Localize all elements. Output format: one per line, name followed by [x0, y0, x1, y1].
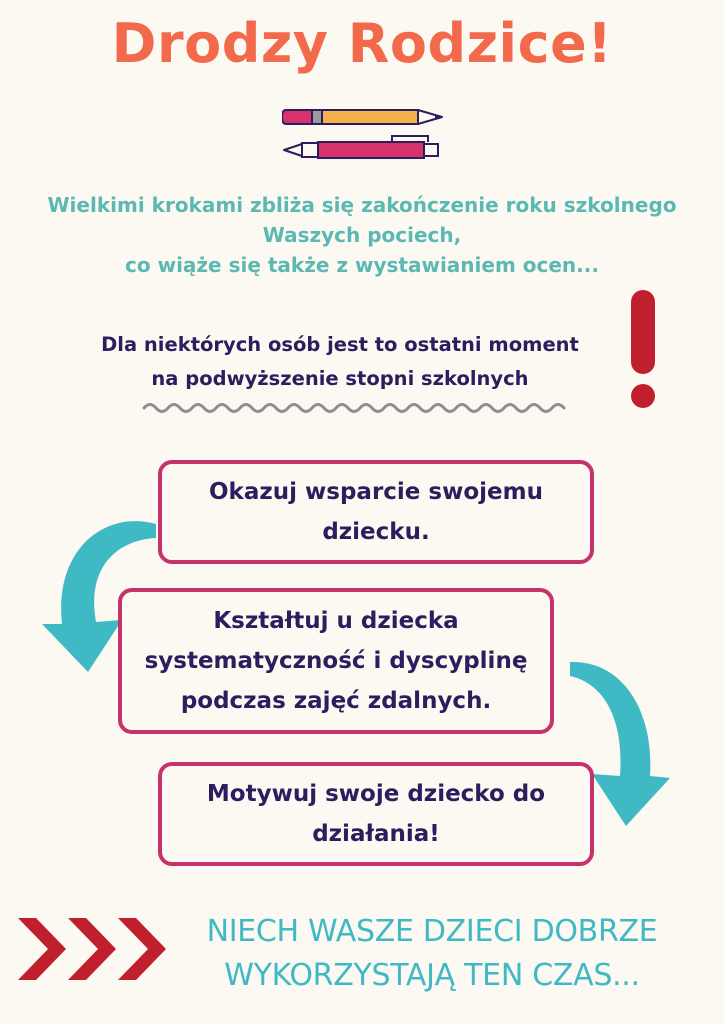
closing-message	[172, 910, 692, 998]
pen-icon	[284, 136, 438, 158]
closing-line-2: WYKORZYSTAJĄ TEN CZAS...	[224, 958, 640, 993]
tip-2-line-3: podczas zajęć zdalnych.	[180, 688, 492, 714]
tip-card-motivation	[158, 762, 594, 866]
notice-line-2: na podwyższenie stopni szkolnych	[151, 367, 529, 390]
chevron-right-icon	[68, 918, 116, 980]
tip-1-line-2: dziecku.	[322, 519, 430, 545]
chevrons-illustration	[18, 916, 168, 982]
intro-line-1: Wielkimi krokami zbliża się zakończenie roku szkolnego	[47, 193, 677, 217]
chevron-right-icon	[118, 918, 166, 980]
tip-2-line-2: systematyczność i dyscyplinę	[144, 648, 528, 674]
closing-line-1: NIECH WASZE DZIECI DOBRZE	[206, 914, 658, 949]
exclamation-icon	[626, 288, 660, 412]
intro-text	[0, 190, 724, 280]
intro-line-3: co wiąże się także z wystawianiem ocen...	[125, 253, 599, 277]
tip-card-discipline	[118, 588, 554, 734]
tip-1-line-1: Okazuj wsparcie swojemu	[209, 479, 543, 505]
tip-card-support	[158, 460, 594, 564]
tip-3-line-2: działania!	[312, 821, 440, 847]
tip-3-line-1: Motywuj swoje dziecko do	[206, 781, 546, 807]
chevron-right-icon	[18, 918, 66, 980]
notice-text	[70, 328, 610, 396]
tip-2-line-1: Kształtuj u dziecka	[213, 608, 459, 634]
page-title: Drodzy Rodzice!	[111, 12, 613, 75]
notice-line-1: Dla niektórych osób jest to ostatni moment	[101, 333, 579, 356]
pencils-illustration	[282, 102, 447, 168]
pencil-icon	[282, 110, 442, 124]
intro-line-2: Waszych pociech,	[262, 223, 462, 247]
wavy-underline	[142, 398, 574, 416]
